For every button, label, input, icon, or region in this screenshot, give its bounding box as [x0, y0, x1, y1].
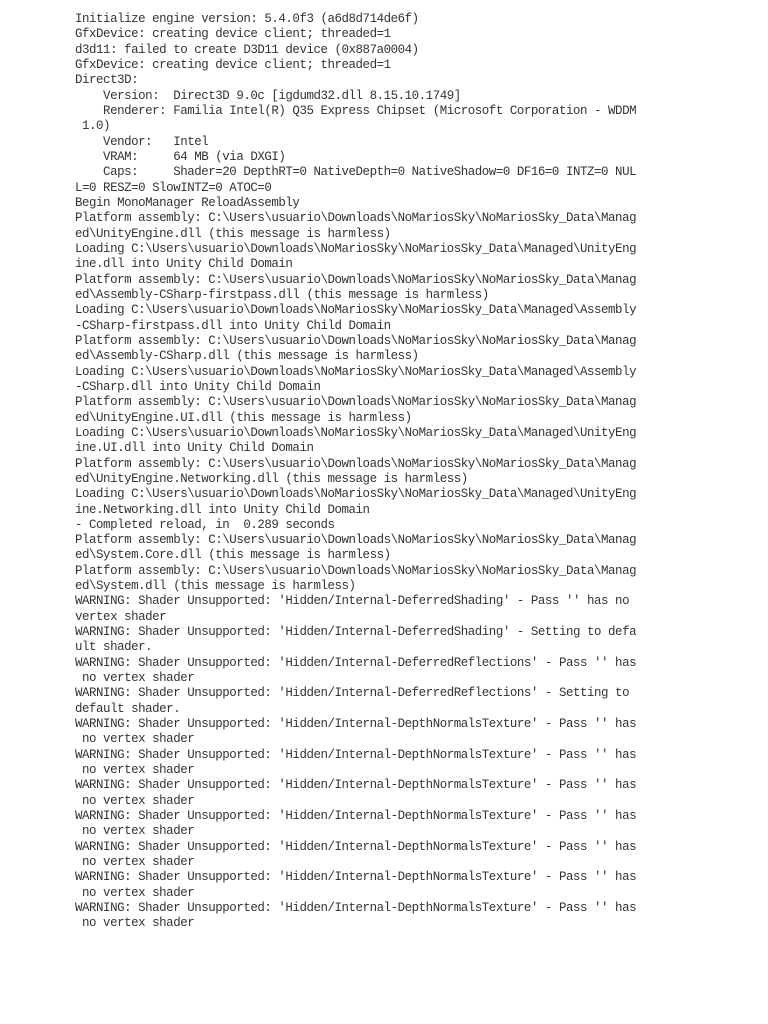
log-line: default shader.: [75, 701, 181, 716]
log-line: VRAM: 64 MB (via DXGI): [75, 149, 286, 164]
log-line: no vertex shader: [75, 763, 195, 778]
log-line: Loading C:\Users\usuario\Downloads\NoMariosSky\NoMariosSky_Data\Managed\UnityEng: [75, 487, 637, 502]
log-line: Initialize engine version: 5.4.0f3 (a6d8d714de6f): [75, 12, 419, 26]
log-line: Loading C:\Users\usuario\Downloads\NoMariosSky\NoMariosSky_Data\Managed\Assembly: [75, 364, 637, 379]
log-line: Platform assembly: C:\Users\usuario\Downloads\NoMariosSky\NoMariosSky_Data\Manag: [75, 272, 637, 287]
log-line: WARNING: Shader Unsupported: 'Hidden/Internal-DeferredShading' - Setting to defa: [75, 625, 637, 640]
log-line: 1.0): [75, 119, 111, 134]
log-line: WARNING: Shader Unsupported: 'Hidden/Internal-DeferredReflections' - Pass '' has: [75, 655, 637, 670]
log-line: ed\System.dll (this message is harmless): [75, 579, 356, 594]
log-line: Platform assembly: C:\Users\usuario\Downloads\NoMariosSky\NoMariosSky_Data\Manag: [75, 333, 637, 348]
log-line: no vertex shader: [75, 855, 195, 870]
log-line: Loading C:\Users\usuario\Downloads\NoMariosSky\NoMariosSky_Data\Managed\UnityEng: [75, 425, 637, 440]
log-line: L=0 RESZ=0 SlowINTZ=0 ATOC=0: [75, 180, 272, 195]
log-line: ed\System.Core.dll (this message is harmless): [75, 548, 391, 563]
log-line: no vertex shader: [75, 732, 195, 747]
log-line: Direct3D:: [75, 73, 139, 88]
log-line: no vertex shader: [75, 824, 195, 839]
log-line: WARNING: Shader Unsupported: 'Hidden/Internal-DeferredShading' - Pass '' has no: [75, 594, 630, 609]
log-line: Begin MonoManager ReloadAssembly: [75, 195, 300, 210]
log-line: WARNING: Shader Unsupported: 'Hidden/Internal-DeferredReflections' - Setting to: [75, 686, 630, 701]
log-line: ed\UnityEngine.Networking.dll (this message is harmless): [75, 471, 468, 486]
log-line: Loading C:\Users\usuario\Downloads\NoMariosSky\NoMariosSky_Data\Managed\UnityEng: [75, 241, 637, 256]
log-line: Loading C:\Users\usuario\Downloads\NoMariosSky\NoMariosSky_Data\Managed\Assembly: [75, 303, 637, 318]
log-line: Caps: Shader=20 DepthRT=0 NativeDepth=0 NativeShadow=0 DF16=0 INTZ=0 NUL: [75, 165, 637, 180]
log-line: ine.Networking.dll into Unity Child Domain: [75, 502, 370, 517]
log-line: ed\Assembly-CSharp-firstpass.dll (this message is harmless): [75, 287, 489, 302]
log-line: ine.dll into Unity Child Domain: [75, 257, 293, 272]
log-line: Version: Direct3D 9.0c [igdumd32.dll 8.15.10.1749]: [75, 88, 461, 103]
log-line: ed\Assembly-CSharp.dll (this message is harmless): [75, 349, 419, 364]
log-line: ed\UnityEngine.UI.dll (this message is harmless): [75, 410, 412, 425]
log-line: Platform assembly: C:\Users\usuario\Downloads\NoMariosSky\NoMariosSky_Data\Manag: [75, 456, 637, 471]
log-line: Platform assembly: C:\Users\usuario\Downloads\NoMariosSky\NoMariosSky_Data\Manag: [75, 563, 637, 578]
output-log: [75, 12, 675, 932]
log-line: ine.UI.dll into Unity Child Domain: [75, 441, 314, 456]
log-line: no vertex shader: [75, 916, 195, 931]
log-line: GfxDevice: creating device client; threaded=1: [75, 27, 391, 42]
log-line: WARNING: Shader Unsupported: 'Hidden/Internal-DepthNormalsTexture' - Pass '' has: [75, 717, 637, 732]
log-line: Vendor: Intel: [75, 134, 209, 149]
log-line: WARNING: Shader Unsupported: 'Hidden/Internal-DepthNormalsTexture' - Pass '' has: [75, 778, 637, 793]
log-line: WARNING: Shader Unsupported: 'Hidden/Internal-DepthNormalsTexture' - Pass '' has: [75, 901, 637, 916]
log-line: ult shader.: [75, 640, 153, 655]
log-line: WARNING: Shader Unsupported: 'Hidden/Internal-DepthNormalsTexture' - Pass '' has: [75, 809, 637, 824]
log-line: WARNING: Shader Unsupported: 'Hidden/Internal-DepthNormalsTexture' - Pass '' has: [75, 870, 637, 885]
log-line: WARNING: Shader Unsupported: 'Hidden/Internal-DepthNormalsTexture' - Pass '' has: [75, 747, 637, 762]
log-line: vertex shader: [75, 609, 167, 624]
log-line: no vertex shader: [75, 793, 195, 808]
log-line: no vertex shader: [75, 671, 195, 686]
log-line: Platform assembly: C:\Users\usuario\Downloads\NoMariosSky\NoMariosSky_Data\Manag: [75, 211, 637, 226]
log-line: -CSharp-firstpass.dll into Unity Child Domain: [75, 318, 391, 333]
log-line: -CSharp.dll into Unity Child Domain: [75, 379, 321, 394]
log-line: Platform assembly: C:\Users\usuario\Downloads\NoMariosSky\NoMariosSky_Data\Manag: [75, 533, 637, 548]
log-line: no vertex shader: [75, 885, 195, 900]
log-line: Renderer: Familia Intel(R) Q35 Express Chipset (Microsoft Corporation - WDDM: [75, 103, 637, 118]
log-line: d3d11: failed to create D3D11 device (0x887a0004): [75, 42, 419, 57]
log-line: GfxDevice: creating device client; threaded=1: [75, 57, 391, 72]
log-line: - Completed reload, in 0.289 seconds: [75, 517, 335, 532]
log-line: ed\UnityEngine.dll (this message is harmless): [75, 226, 391, 241]
log-line: Platform assembly: C:\Users\usuario\Downloads\NoMariosSky\NoMariosSky_Data\Manag: [75, 395, 637, 410]
log-line: WARNING: Shader Unsupported: 'Hidden/Internal-DepthNormalsTexture' - Pass '' has: [75, 839, 637, 854]
